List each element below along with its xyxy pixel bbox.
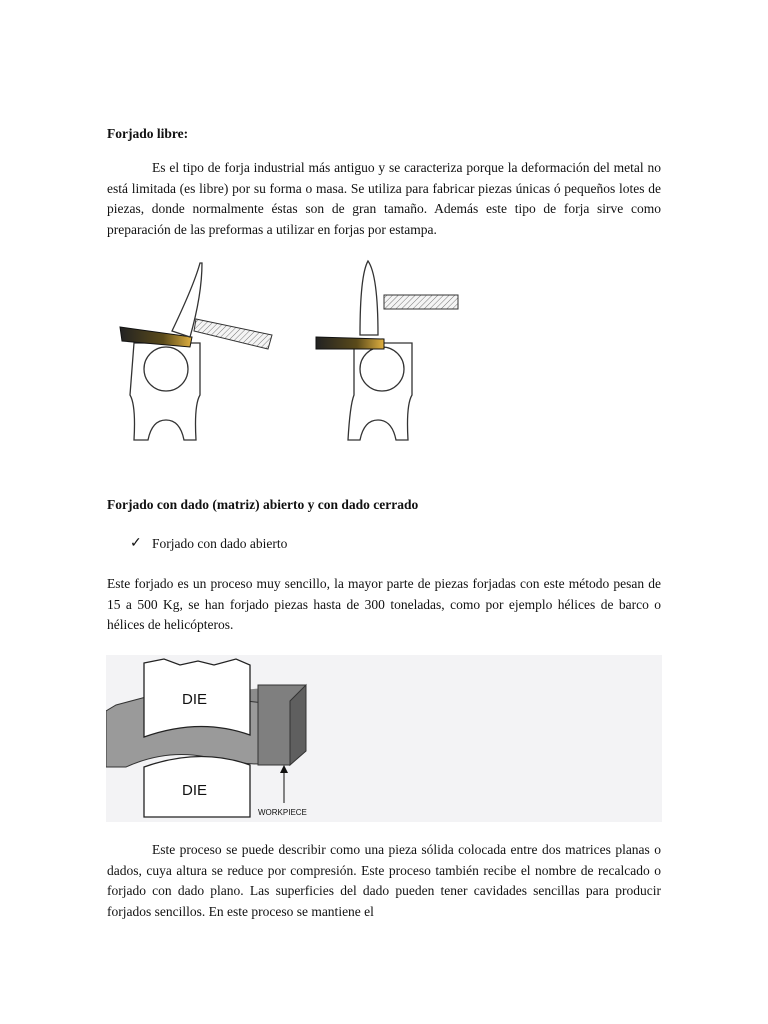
die-bottom-label: DIE [182,782,208,799]
workpiece-right [316,337,384,349]
bullet-label: Forjado con dado abierto [152,535,288,551]
hammer-left [172,263,272,349]
anvil-right [348,343,412,440]
bullet-item [130,535,287,552]
checkmark-icon: ✓ [130,536,142,551]
open-die-figure [106,655,662,822]
workpiece-label: WORKPIECE [258,808,307,817]
anvil-left [130,343,200,440]
paragraph-proceso: Este proceso se puede describir como una pieza sólida colocada entre dos matrices planas o dados, cuya altura se reduce por compresión. Este proceso también recibe el nombre de recalcado o forjado con dado plano. Las superficies del dado pueden tener cavidades sencillas para producir forjados sencillos. En este proceso se mantiene el [107,842,661,919]
paragraph-dado-abierto: Este forjado es un proceso muy sencillo, la mayor parte de piezas forjadas con este método pesan de 15 a 500 Kg, se han forjado piezas hasta de 300 toneladas, como por ejemplo hélices de barco o hélices de helicópteros. [107,576,661,632]
hammer-right [360,261,458,335]
section-heading-dado: Forjado con dado (matriz) abierto y con dado cerrado [107,497,419,512]
hammer-anvil-figure [110,255,470,445]
die-top-label: DIE [182,691,208,708]
paragraph-forjado-libre: Es el tipo de forja industrial más antiguo y se caracteriza porque la deformación del metal no está limitada (es libre) por su forma o masa. Se utiliza para fabricar piezas únicas ó pequeños lotes de piezas, donde normalmente éstas son de gran tamaño. Además este tipo de forja sirve como preparación de las preformas a utilizar en forjas por estampa. [107,160,661,237]
section-heading-forjado-libre: Forjado libre: [107,126,189,141]
